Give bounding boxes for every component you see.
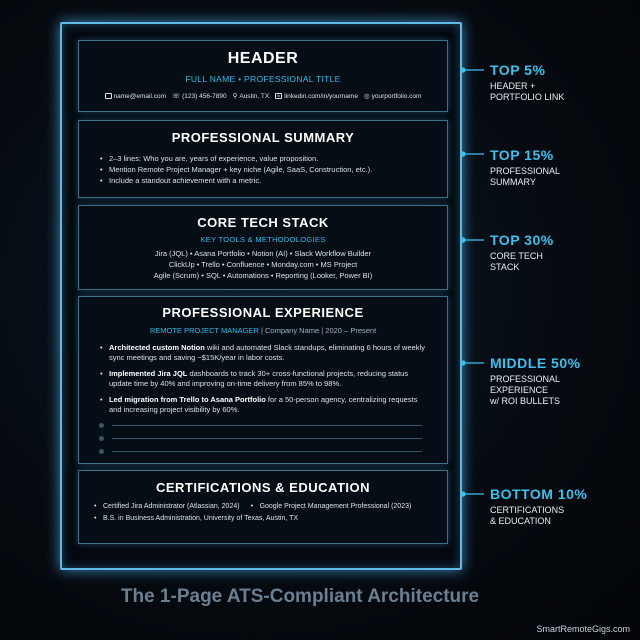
summary-list [99, 153, 447, 186]
contact-email: name@email.com [113, 92, 166, 100]
contact-location: Austin, TX [239, 92, 270, 100]
phone-icon: ☏ [172, 93, 181, 100]
linkedin-icon: in [277, 93, 281, 98]
certifications-title: CERTIFICATIONS & EDUCATION [155, 480, 370, 495]
summary-title: PROFESSIONAL SUMMARY [171, 130, 355, 145]
callout-top-30 [490, 232, 554, 273]
experience-title: PROFESSIONAL EXPERIENCE [162, 305, 364, 320]
stack-section [78, 205, 448, 290]
list-item [99, 343, 427, 363]
callout-label: CORE TECH STACK [490, 251, 543, 272]
bullet-text: wiki and automated Slack standups, eliminating 6 hours of weekly sync meetings and saving ~$15K/year in labor costs. [109, 343, 425, 362]
callout-label: PROFESSIONAL SUMMARY [490, 166, 561, 187]
list-item: • B.S. in Business Administration, University of Texas, Austin, TX [93, 513, 447, 525]
contact-portfolio: yourportfolio.com [371, 92, 422, 100]
stack-title: CORE TECH STACK [197, 215, 329, 230]
callout-percent: BOTTOM 10% [490, 486, 588, 502]
bullet-text: dashboards to track 30+ cross-functional projects, reducing status update time by 40% and improving on-time delivery from 85% to 98%. [109, 369, 409, 388]
contact-linkedin: linkedin.com/in/yourname [284, 92, 358, 100]
bullet-text: for a 50-person agency, centralizing requests and increasing project visibility by 60%. [109, 395, 418, 414]
experience-meta: | Company Name | 2020 – Present [258, 326, 377, 335]
callout-label: CERTIFICATIONS & EDUCATION [490, 505, 565, 526]
callout-top-5 [490, 62, 564, 103]
stack-subtitle: KEY TOOLS & METHODOLOGIES [200, 235, 326, 244]
callout-percent: MIDDLE 50% [490, 355, 581, 371]
brand-watermark: SmartRemoteGigs.com [536, 624, 630, 634]
callout-percent: TOP 5% [490, 62, 546, 78]
bullet-lead: Led migration from Trello to Asana Portfolio [109, 395, 266, 404]
experience-list [99, 343, 427, 415]
list-item: • Mention Remote Project Manager + key niche (Agile, SaaS, Construction, etc.). [99, 164, 447, 175]
stack-lines [79, 248, 447, 281]
list-item [99, 369, 427, 389]
callout-percent: TOP 30% [490, 232, 554, 248]
placeholder-line [99, 434, 447, 443]
stack-line: ClickUp • Trello • Confluence • Monday.com • MS Project [168, 260, 358, 269]
header-subtitle: FULL NAME • PROFESSIONAL TITLE [185, 74, 341, 84]
callout-label: PROFESSIONAL EXPERIENCE w/ ROI BULLETS [490, 374, 561, 406]
list-item: • Include a standout achievement with a metric. [99, 175, 447, 186]
list-item [99, 395, 427, 415]
callout-label: HEADER + PORTFOLIO LINK [490, 81, 565, 102]
experience-section [78, 296, 448, 464]
header-title: HEADER [227, 50, 299, 67]
placeholder-line [99, 421, 447, 430]
caption: The 1-Page ATS-Compliant Architecture [120, 586, 480, 607]
callout-percent: TOP 15% [490, 147, 554, 163]
location-icon: ⚲ [232, 93, 238, 100]
email-icon [105, 93, 112, 99]
callout-top-15 [490, 147, 560, 188]
summary-section [78, 120, 448, 198]
callout-middle-50 [490, 355, 581, 407]
certifications-section [78, 470, 448, 544]
globe-icon: ◎ [363, 93, 370, 100]
stack-line: Jira (JQL) • Asana Portfolio • Notion (AI) • Slack Workflow Builder [154, 249, 372, 258]
experience-role: REMOTE PROJECT MANAGER [149, 326, 259, 335]
contact-phone: (123) 456-7890 [182, 92, 227, 100]
certifications-list [93, 501, 447, 525]
contact-row [79, 92, 447, 100]
list-item: • 2–3 lines: Who you are, years of experience, value proposition. [99, 153, 447, 164]
list-item: • Certified Jira Administrator (Atlassian, 2024) [93, 501, 240, 513]
stack-line: Agile (Scrum) • SQL • Automations • Reporting (Looker, Power BI) [153, 271, 373, 280]
list-item: • Google Project Management Professional (2023) [250, 501, 412, 513]
placeholder-line [99, 447, 447, 456]
bullet-lead: Architected custom Notion [109, 343, 205, 352]
header-section [78, 40, 448, 112]
resume-page [60, 22, 462, 570]
callout-bottom-10 [490, 486, 587, 527]
bullet-lead: Implemented Jira JQL [109, 369, 188, 378]
experience-role-line [79, 326, 447, 335]
